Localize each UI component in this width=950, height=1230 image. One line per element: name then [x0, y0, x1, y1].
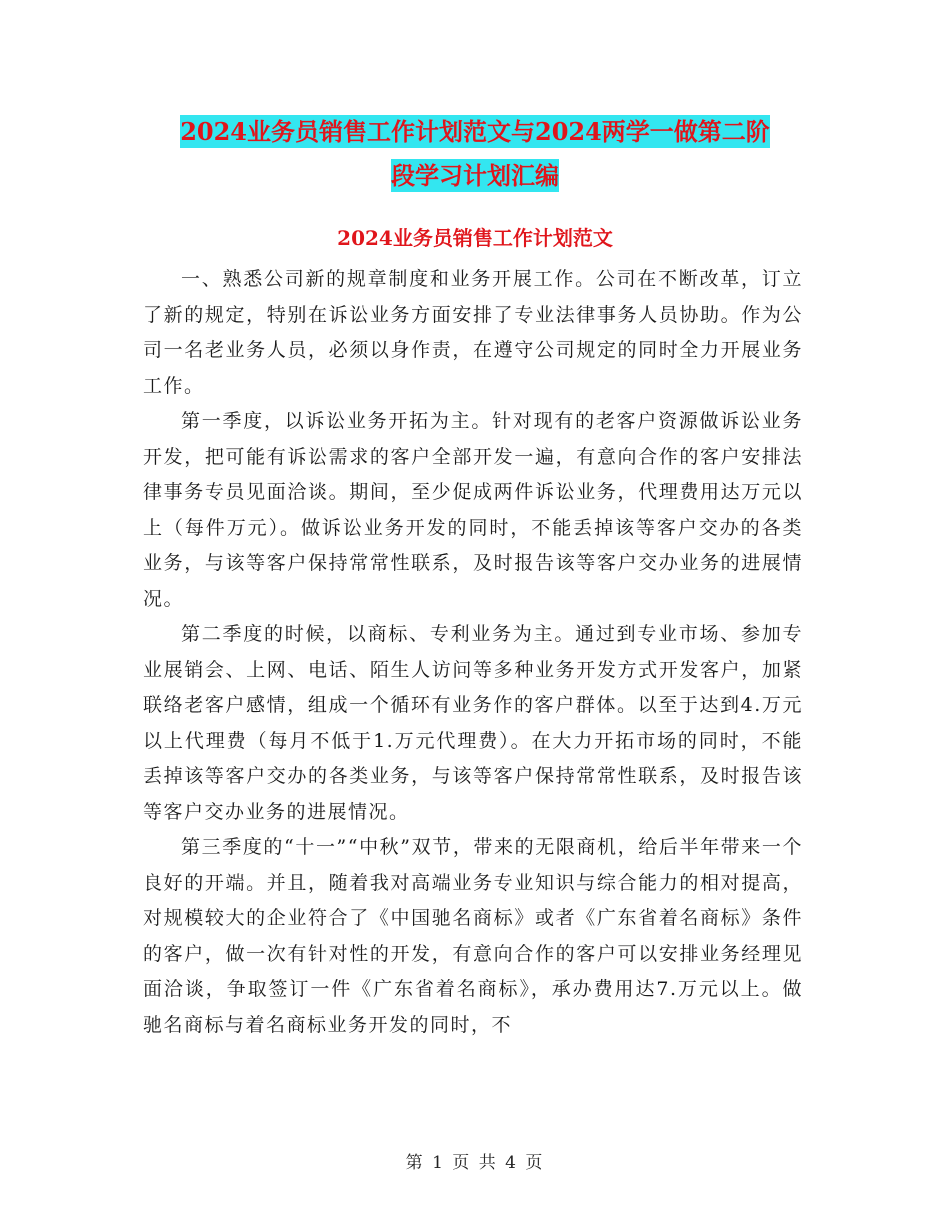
page-footer: 第 1 页 共 4 页 — [405, 1153, 545, 1173]
paragraph-4: 第三季度的“十一”“中秋”双节，带来的无限商机，给后半年带来一个良好的开端。并且，随着我对高端业务专业知识与综合能力的相对提高，对规模较大的企业符合了《中国驰名商标》或者《广东省着名商标》条件的客户，做一次有针对性的开发，有意向合作的客户可以安排业务经理见面洽谈，争取签订一件《广东省着名商标》，承办费用达7.万元以上。做驰名商标与着名商标业务开发的同时，不 — [143, 836, 803, 1036]
document-title-line-1 — [0, 110, 950, 154]
paragraph-3: 第二季度的时候，以商标、专利业务为主。通过到专业市场、参加专业展销会、上网、电话、陌生人访问等多种业务开发方式开发客户，加紧联络老客户感情，组成一个循环有业务作的客户群体。以至于达到4.万元以上代理费（每月不低于1.万元代理费）。在大力开拓市场的同时，不能丢掉该等客户交办的各类业务，与该等客户保持常常性联系，及时报告该等客户交办业务的进展情况。 — [143, 623, 803, 823]
paragraph-2: 第一季度，以诉讼业务开拓为主。针对现有的老客户资源做诉讼业务开发，把可能有诉讼需求的客户全部开发一遍，有意向合作的客户安排法律事务专员见面洽谈。期间，至少促成两件诉讼业务，代理费用达万元以上（每件万元）。做诉讼业务开发的同时，不能丢掉该等客户交办的各类业务，与该等客户保持常常性联系，及时报告该等客户交办业务的进展情况。 — [143, 410, 803, 610]
title-highlight-1: 2024业务员销售工作计划范文与2024两学一做第二阶 — [180, 117, 770, 146]
document-title-line-2 — [0, 154, 950, 198]
section-title: 2024业务员销售工作计划范文 — [337, 226, 613, 250]
document-body — [143, 262, 803, 1043]
paragraph-1: 一、熟悉公司新的规章制度和业务开展工作。公司在不断改革，订立了新的规定，特别在诉讼业务方面安排了专业法律事务人员协助。作为公司一名老业务人员，必须以身作责，在遵守公司规定的同时全力开展业务工作。 — [143, 268, 803, 397]
title-highlight-2: 段学习计划汇编 — [391, 161, 559, 190]
